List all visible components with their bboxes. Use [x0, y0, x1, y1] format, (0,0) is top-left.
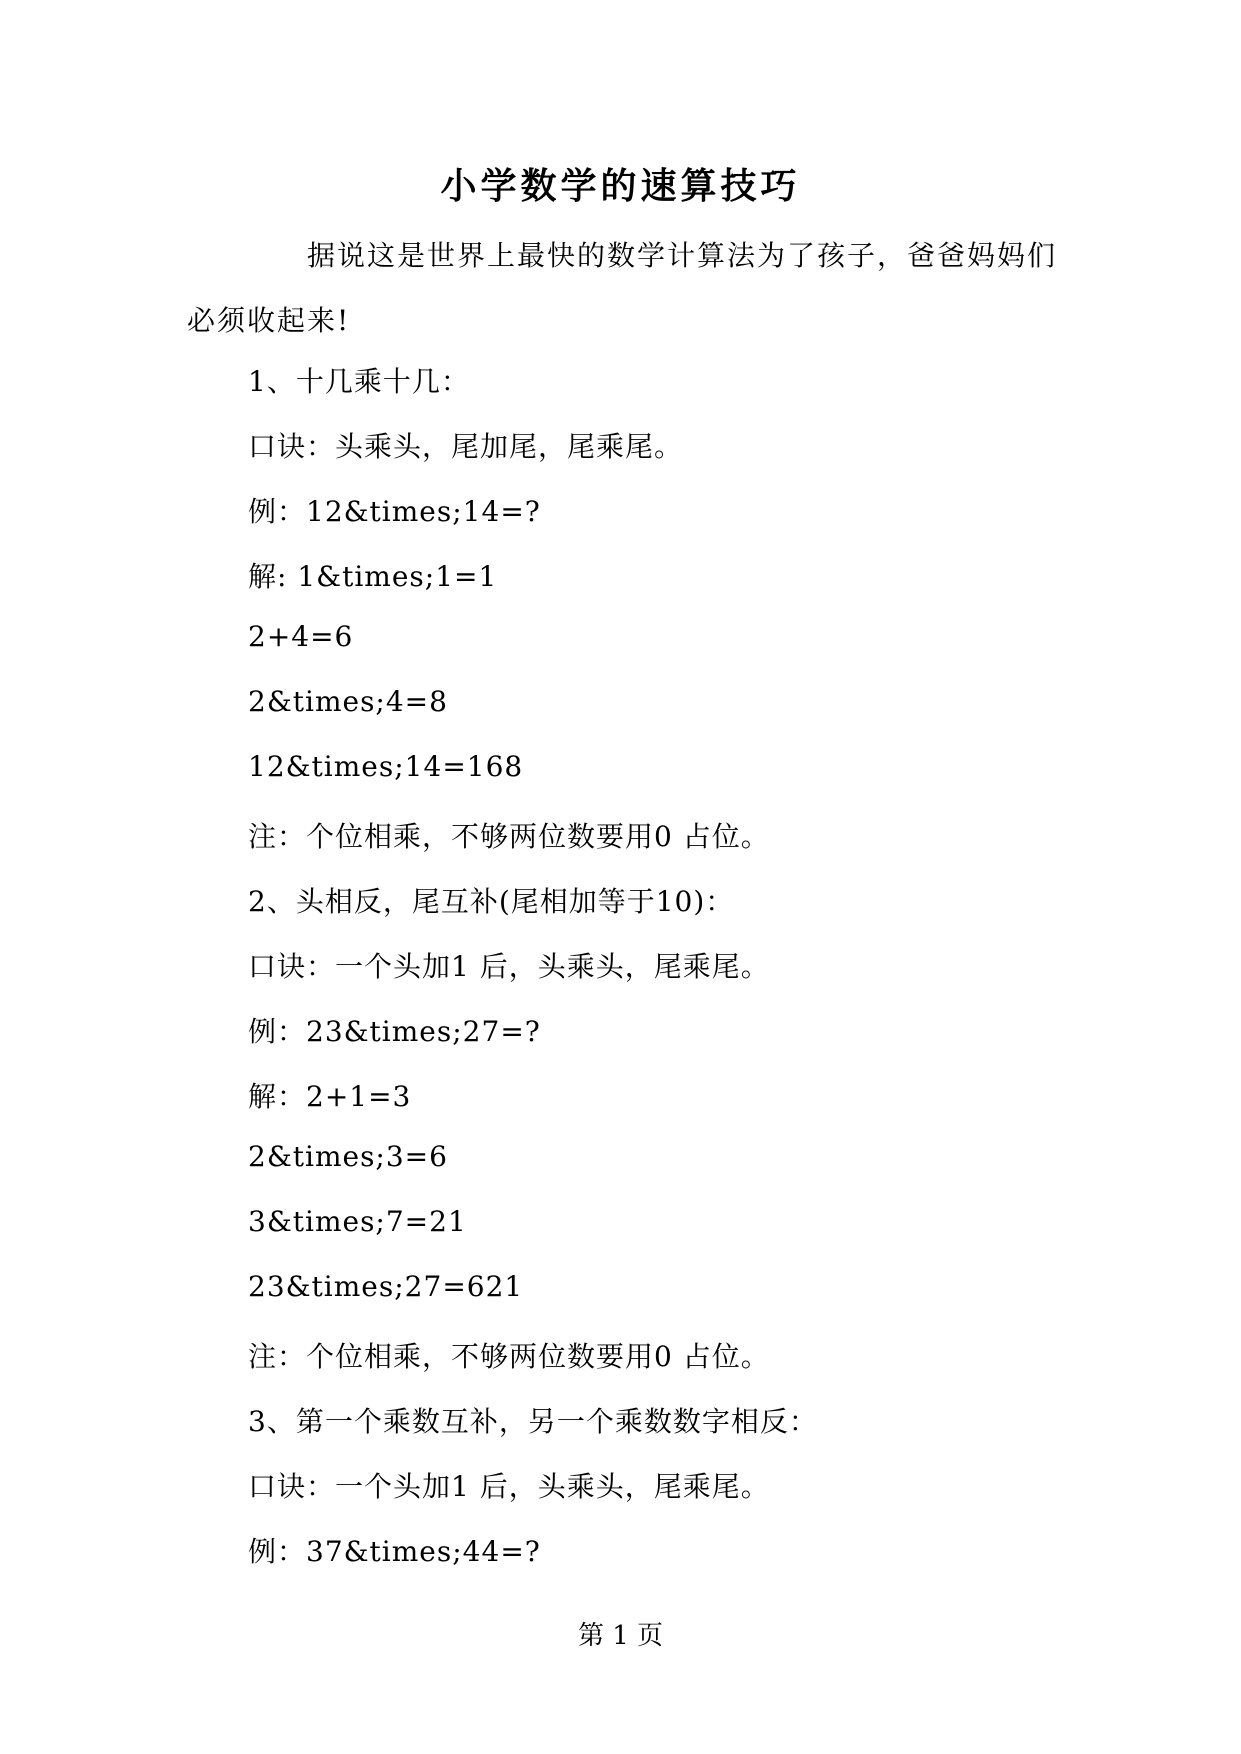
solution-result: 12&times;14=168	[248, 750, 524, 783]
example-line: 例：12&times;14=?	[248, 495, 541, 528]
page-number: 第 1 页	[577, 1621, 664, 1651]
document-title: 小学数学的速算技巧	[440, 165, 801, 207]
solution-step: 2+4=6	[248, 620, 354, 653]
solution-step: 2&times;3=6	[248, 1140, 448, 1173]
section-heading-2: 2、头相反，尾互补(尾相加等于10)：	[248, 885, 735, 918]
note-line: 注：个位相乘，不够两位数要用0 占位。	[248, 820, 770, 853]
example-line: 例：23&times;27=?	[248, 1015, 541, 1048]
note-line: 注：个位相乘，不够两位数要用0 占位。	[248, 1340, 770, 1373]
intro-paragraph: 据说这是世界上最快的数学计算法为了孩子，爸爸妈妈们必须收起来!	[187, 239, 1058, 337]
solution-step: 2&times;4=8	[248, 685, 448, 718]
solution-line: 解: 1&times;1=1	[248, 560, 498, 593]
section-heading-3: 3、第一个乘数互补，另一个乘数数字相反：	[248, 1405, 818, 1438]
formula-mnemonic: 口诀：一个头加1 后，头乘头，尾乘尾。	[248, 950, 770, 983]
formula-mnemonic: 口诀：一个头加1 后，头乘头，尾乘尾。	[248, 1470, 770, 1503]
solution-result: 23&times;27=621	[248, 1270, 524, 1303]
section-heading-1: 1、十几乘十几：	[248, 365, 470, 398]
formula-mnemonic: 口诀：头乘头，尾加尾，尾乘尾。	[248, 430, 684, 463]
solution-line: 解：2+1=3	[248, 1080, 412, 1113]
solution-step: 3&times;7=21	[248, 1205, 467, 1238]
example-line: 例：37&times;44=?	[248, 1535, 541, 1568]
